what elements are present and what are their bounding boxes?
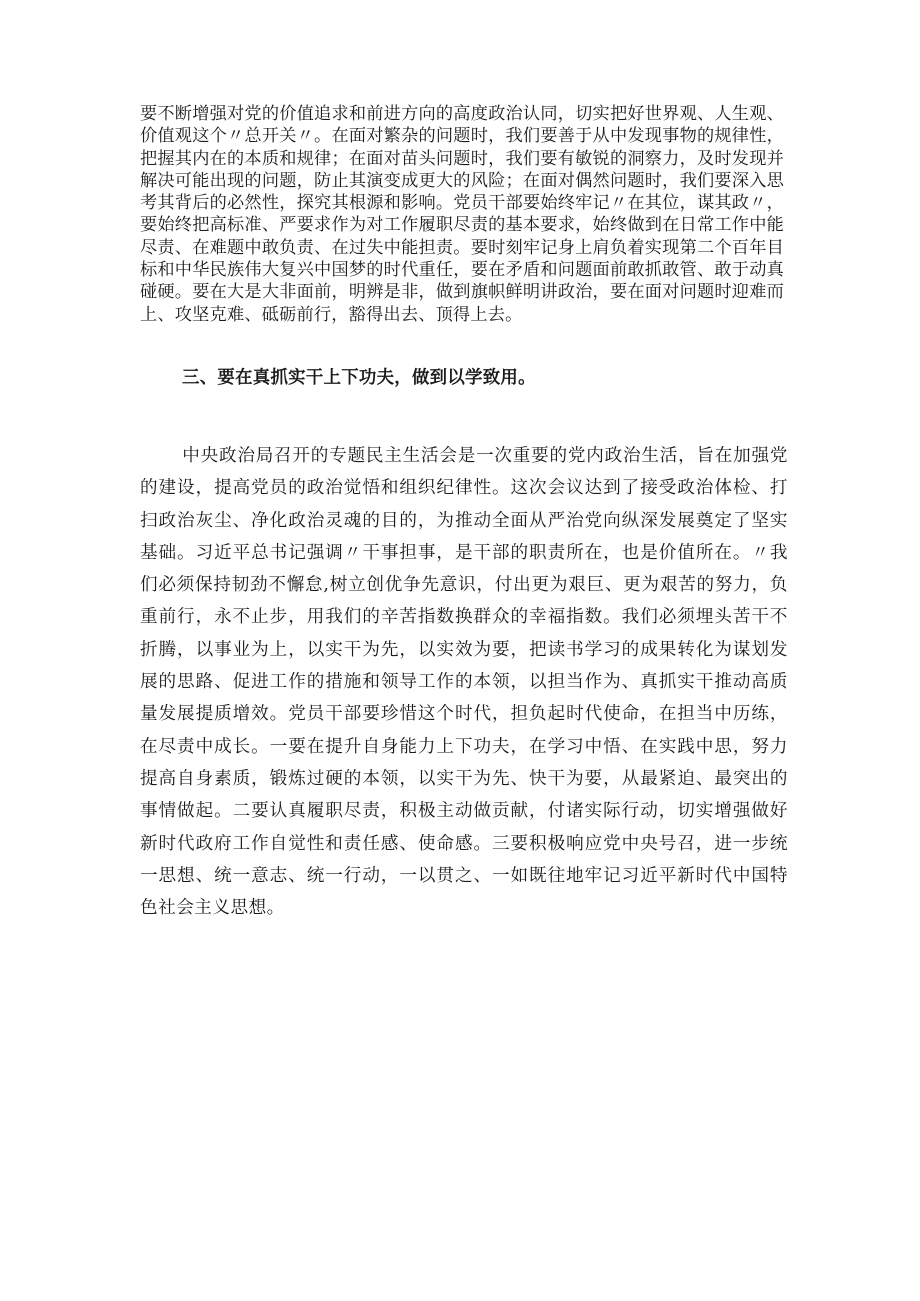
section-heading-3: 三、要在真抓实干上下功夫，做到以学致用。 [182, 368, 536, 388]
paragraph-political-identity: 要不断增强对党的价值追求和前进方向的高度政治认同，切实把好世界观、人生观、价值观这个〃总开关〃。在面对繁杂的问题时，我们要善于从中发现事物的规律性，把握其内在的本质和规律；在面对苗头问题时，我们要有敏锐的洞察力，及时发现并解决可能出现的问题，防止其演变成更大的风险；在面对偶然问题时，我们要深入思考其背后的必然性，探究其根源和影响。党员干部要始终牢记〃在其位，谋其政〃，要始终把高标准、严要求作为对工作履职尽责的基本要求，始终做到在日常工作中能尽责、在难题中敢负责、在过失中能担责。要时刻牢记身上肩负着实现第二个百年目标和中华民族伟大复兴中国梦的时代重任，要在矛盾和问题面前敢抓敢管、敢于动真碰硬。要在大是大非面前，明辨是非，做到旗帜鲜明讲政治，要在面对问题时迎难而上、攻坚克难、砥砺前行，豁得出去、顶得上去。 [140, 104, 784, 325]
paragraph-solid-work: 中央政治局召开的专题民主生活会是一次重要的党内政治生活，旨在加强党的建设，提高党员的政治觉悟和组织纪律性。这次会议达到了接受政治体检、打扫政治灰尘、净化政治灵魂的目的，为推动全面从严治党向纵深发展奠定了坚实基础。习近平总书记强调〃干事担事，是干部的职责所在，也是价值所在。〃我们必须保持韧劲不懈怠,树立创优争先意识，付出更为艰巨、更为艰苦的努力，负重前行，永不止步，用我们的辛苦指数换群众的幸福指数。我们必须埋头苦干不折腾，以事业为上，以实干为先，以实效为要，把读书学习的成果转化为谋划发展的思路、促进工作的措施和领导工作的本领，以担当作为、真抓实干推动高质量发展提质增效。党员干部要珍惜这个时代，担负起时代使命，在担当中历练，在尽责中成长。一要在提升自身能力上下功夫，在学习中悟、在实践中思，努力提高自身素质，锻炼过硬的本领，以实干为先、快干为要，从最紧迫、最突出的事情做起。二要认真履职尽责，积极主动做贡献，付诸实际行动，切实增强做好新时代政府工作自觉性和责任感、使命感。三要积极响应党中央号召，进一步统一思想、统一意志、统一行动，一以贯之、一如既往地牢记习近平新时代中国特色社会主义思想。 [140, 446, 788, 919]
